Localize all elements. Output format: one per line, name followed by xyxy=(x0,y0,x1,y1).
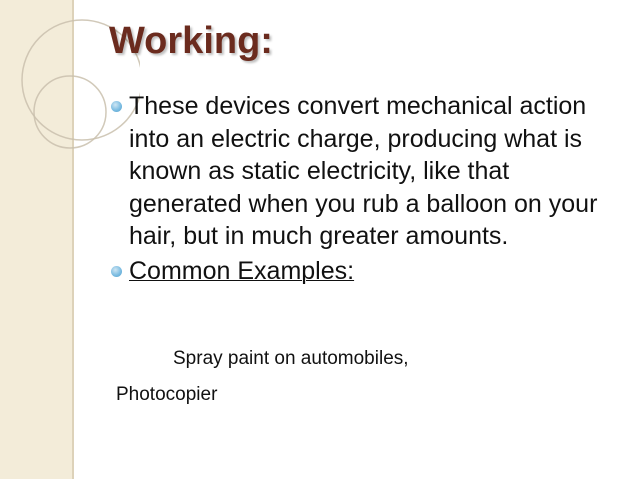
examples-line-1: Spray paint on automobiles, xyxy=(173,348,409,369)
bullet-text: Common Examples: xyxy=(129,256,355,285)
bullet-text: These devices convert mechanical action into an electric charge, producing what is known as static electricity, like that generated when you rub a balloon on your hair, but in much greater amounts. xyxy=(129,92,598,251)
bullet-item-common-examples xyxy=(110,255,620,288)
bullet-item-working-description xyxy=(110,90,620,253)
examples-line-2: Photocopier xyxy=(116,384,218,405)
bullet-dot-icon xyxy=(111,101,122,112)
bullet-list xyxy=(110,90,620,288)
slide-title: Working: xyxy=(109,20,273,62)
decorative-ring-small xyxy=(34,76,106,148)
bullet-dot-icon xyxy=(111,266,122,277)
